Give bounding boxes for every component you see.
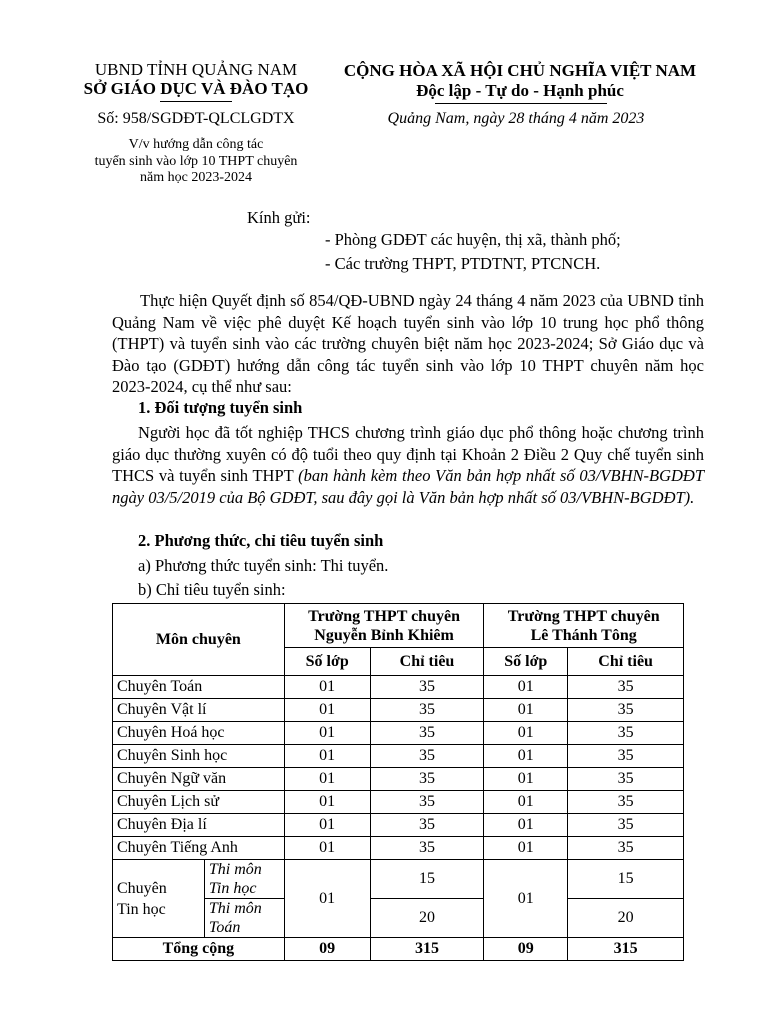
cell: 35 — [568, 722, 684, 745]
section1-text-italic: (ban hành kèm theo Văn bản hợp nhất số 03/VBHN-BGDĐT ngày 03/5/2019 của Bộ GDĐT, sau đây gọi là Văn bản hợp nhất số 03/VBHN-BGDĐT). — [112, 466, 704, 507]
cell: 35 — [568, 814, 684, 837]
section1-paragraph — [112, 422, 704, 508]
subject-cell-tinhoc — [113, 860, 205, 938]
cell: 01 — [284, 722, 370, 745]
subject-cell: Chuyên Hoá học — [113, 722, 285, 745]
subject-line: năm học 2023-2024 — [140, 170, 252, 185]
cell: 15 — [568, 860, 684, 899]
cell: 01 — [284, 791, 370, 814]
national-motto: Độc lập - Tự do - Hạnh phúc — [416, 81, 624, 100]
subject-line: V/v hướng dẫn công tác — [128, 137, 264, 152]
subject-cell: Chuyên Lịch sử — [113, 791, 285, 814]
col-subject-header: Môn chuyên — [113, 604, 285, 676]
cell: 35 — [370, 676, 484, 699]
table-row — [113, 768, 684, 791]
cell: 01 — [284, 814, 370, 837]
cell: 35 — [568, 837, 684, 860]
cell: 01 — [284, 745, 370, 768]
cell: 35 — [568, 745, 684, 768]
cell: 35 — [370, 837, 484, 860]
place-date: Quảng Nam, ngày 28 tháng 4 năm 2023 — [387, 110, 645, 127]
subject-cell: Chuyên Sinh học — [113, 745, 285, 768]
header-left-rule — [160, 101, 232, 102]
table-row — [113, 676, 684, 699]
cell: 35 — [568, 791, 684, 814]
cell: 35 — [568, 768, 684, 791]
cell: 01 — [484, 699, 568, 722]
table-total-row — [113, 938, 684, 961]
chi-tieu-header: Chỉ tiêu — [370, 648, 484, 676]
cell: 15 — [370, 860, 484, 899]
table-row — [113, 837, 684, 860]
section1-heading: 1. Đối tượng tuyển sinh — [138, 398, 303, 417]
cell: 35 — [370, 791, 484, 814]
sub-exam-line: Thi môn — [208, 861, 262, 878]
cell: 35 — [370, 814, 484, 837]
school1-line: Trường THPT chuyên — [308, 607, 460, 625]
quota-table — [112, 603, 684, 961]
intro-paragraph: Thực hiện Quyết định số 854/QĐ-UBND ngày 24 tháng 4 năm 2023 của UBND tỉnh Quảng Nam về việc phê duyệt Kế hoạch tuyển sinh vào lớp 10 trung học phổ thông (THPT) và tuyển sinh vào các trường chuyên biệt năm học 2023-2024; Sở Giáo dục và Đào tạo (GDĐT) hướng dẫn công tác tuyển sinh vào lớp 10 THPT chuyên năm học 2023-2024, cụ thể như sau: — [112, 291, 704, 397]
cell: 35 — [370, 768, 484, 791]
cell: 35 — [568, 676, 684, 699]
cell: 01 — [484, 814, 568, 837]
cell: 01 — [484, 860, 568, 938]
school2-line: Trường THPT chuyên — [507, 607, 660, 625]
cell: 315 — [568, 938, 684, 961]
cell: 01 — [484, 837, 568, 860]
chi-tieu-header: Chỉ tiêu — [568, 648, 684, 676]
cell: 01 — [284, 676, 370, 699]
cell: 01 — [284, 837, 370, 860]
agency-name: UBND TỈNH QUẢNG NAM — [94, 60, 298, 79]
cell: 01 — [484, 745, 568, 768]
recipients-label: Kính gửi: — [247, 208, 311, 227]
recipient-item: - Các trường THPT, PTDTNT, PTCNCH. — [325, 254, 601, 273]
recipient-item: - Phòng GDĐT các huyện, thị xã, thành phố; — [325, 230, 621, 249]
cell: 09 — [284, 938, 370, 961]
subject-cell: Chuyên Toán — [113, 676, 285, 699]
cell: 35 — [370, 722, 484, 745]
table-body — [113, 676, 684, 961]
so-lop-header: Số lớp — [284, 648, 370, 676]
cell: 01 — [484, 722, 568, 745]
table-row — [113, 699, 684, 722]
school1-header — [284, 604, 484, 648]
table-row — [113, 814, 684, 837]
cell: 20 — [568, 899, 684, 938]
school2-line: Lê Thánh Tông — [530, 626, 637, 644]
cell: 315 — [370, 938, 484, 961]
doc-subject — [62, 137, 330, 187]
subject-cell: Chuyên Vật lí — [113, 699, 285, 722]
table-row — [113, 791, 684, 814]
tinhoc-name-line: Chuyên — [117, 879, 167, 897]
table-row-tinhoc — [113, 860, 684, 899]
section2-heading: 2. Phương thức, chỉ tiêu tuyển sinh — [138, 531, 384, 550]
section2-quota-label: b) Chỉ tiêu tuyển sinh: — [138, 580, 286, 599]
department-name: SỞ GIÁO DỤC VÀ ĐÀO TẠO — [83, 79, 309, 98]
school1-line: Nguyễn Bỉnh Khiêm — [314, 626, 454, 644]
section2-method: a) Phương thức tuyển sinh: Thi tuyển. — [138, 556, 389, 575]
subject-cell: Chuyên Địa lí — [113, 814, 285, 837]
table-row — [113, 745, 684, 768]
total-label: Tổng cộng — [113, 938, 285, 961]
sub-exam-cell — [204, 860, 284, 899]
cell: 35 — [568, 699, 684, 722]
subject-line: tuyển sinh vào lớp 10 THPT chuyên — [94, 153, 298, 169]
sub-exam-cell — [204, 899, 284, 938]
school2-header — [484, 604, 684, 648]
section1-text: Người học đã tốt nghiệp THCS chương trình giáo dục phổ thông hoặc chương trình giáo dục thường xuyên có độ tuổi theo quy định tại Khoản 2 Điều 2 Quy chế tuyển sinh THCS và tuyển sinh THPT — [112, 423, 704, 486]
tinhoc-name-line: Tin học — [117, 900, 166, 918]
subject-cell: Chuyên Ngữ văn — [113, 768, 285, 791]
country-name: CỘNG HÒA XÃ HỘI CHỦ NGHĨA VIỆT NAM — [343, 61, 697, 80]
sub-exam-line: Toán — [208, 919, 241, 936]
sub-exam-line: Thi môn — [208, 900, 262, 917]
cell: 35 — [370, 745, 484, 768]
doc-number: Số: 958/SGDĐT-QLCLGDTX — [97, 110, 295, 127]
cell: 01 — [284, 699, 370, 722]
table-header-row — [113, 604, 684, 648]
cell: 01 — [484, 791, 568, 814]
subject-cell: Chuyên Tiếng Anh — [113, 837, 285, 860]
so-lop-header: Số lớp — [484, 648, 568, 676]
cell: 01 — [284, 768, 370, 791]
cell: 09 — [484, 938, 568, 961]
cell: 35 — [370, 699, 484, 722]
cell: 20 — [370, 899, 484, 938]
cell: 01 — [484, 768, 568, 791]
sub-exam-line: Tin học — [208, 880, 257, 897]
cell: 01 — [284, 860, 370, 938]
header-right-rule — [435, 103, 607, 104]
table-row — [113, 722, 684, 745]
cell: 01 — [484, 676, 568, 699]
